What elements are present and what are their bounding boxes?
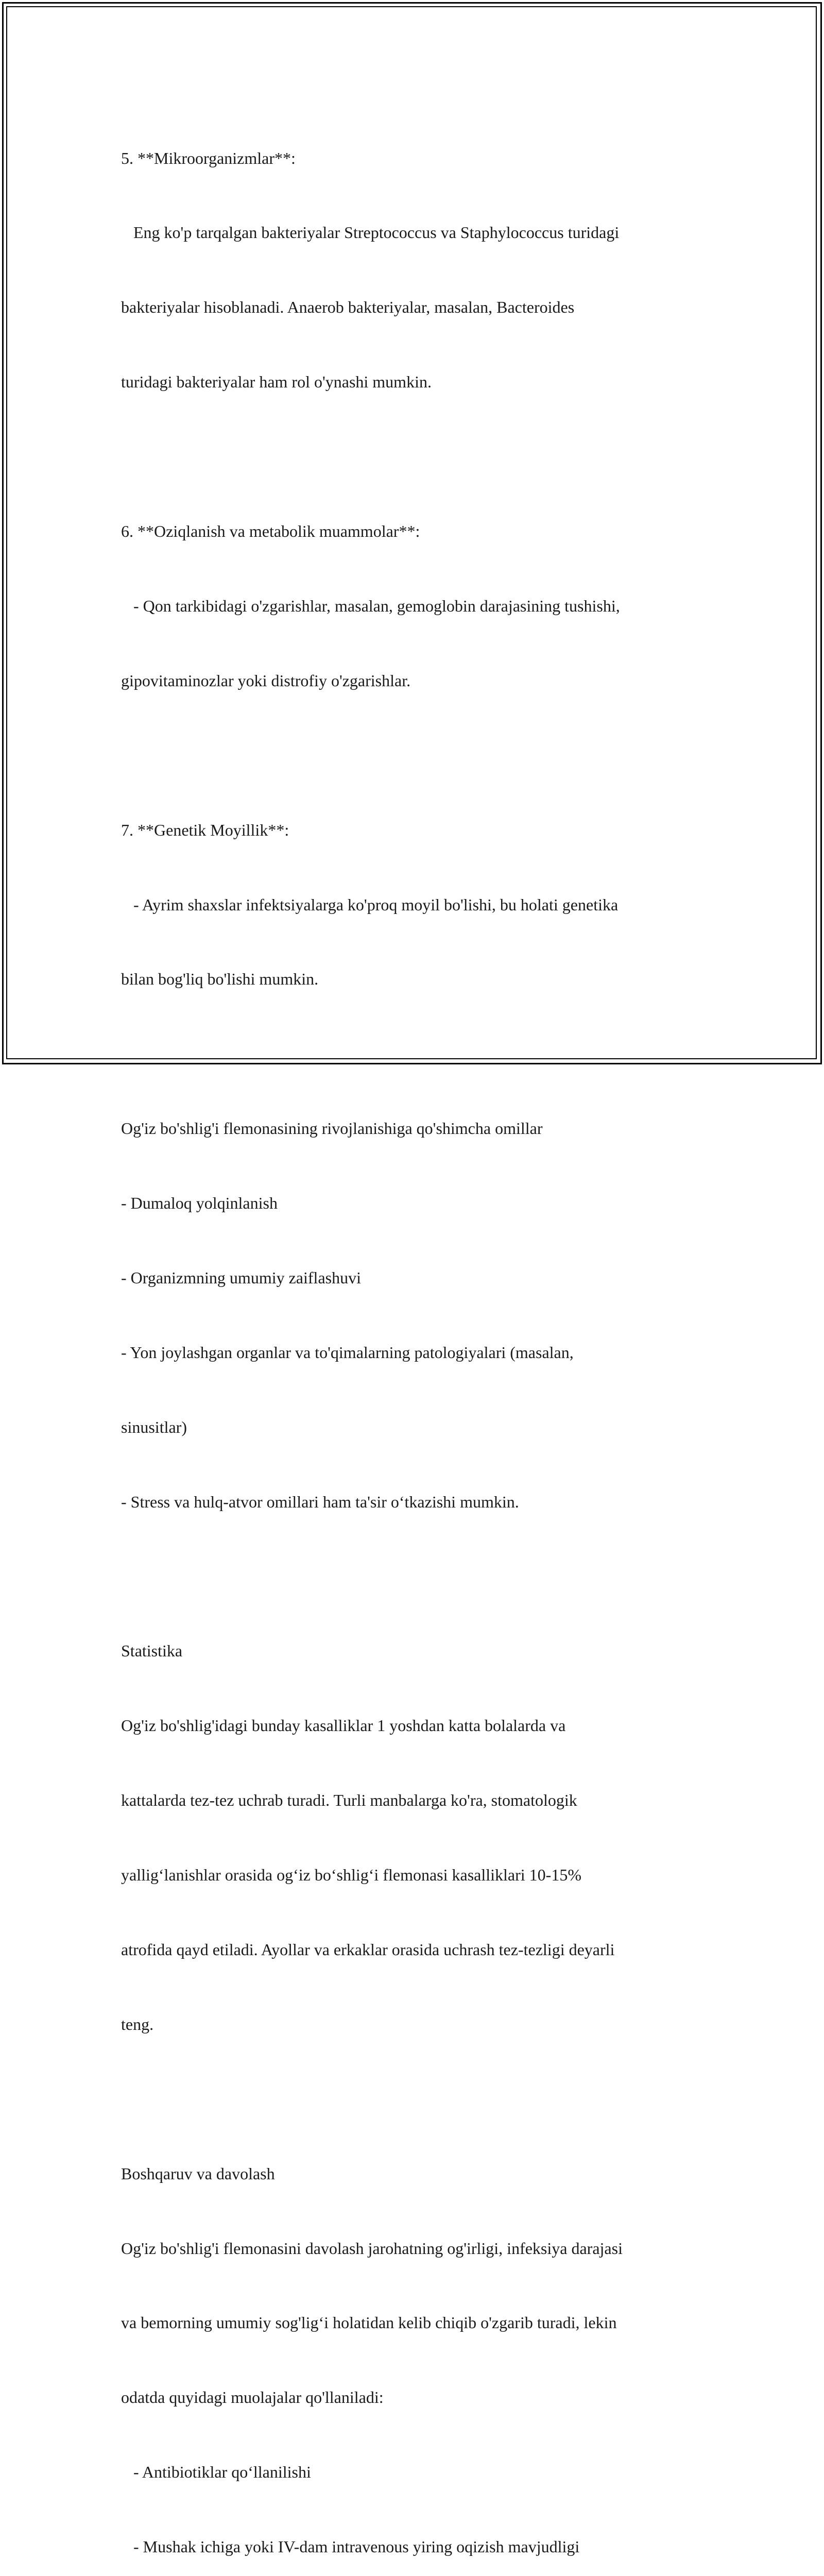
text-line: Eng ko'p tarqalgan bakteriyalar Streptococcus va Staphylococcus turidagi — [121, 223, 620, 242]
blank-line — [121, 743, 698, 768]
statistics-heading: Statistika — [121, 1641, 183, 1660]
text-line: atrofida qayd etiladi. Ayollar va erkaklar orasida uchrash tez-tezligi deyarli — [121, 1940, 615, 1959]
text-line: Og'iz bo'shlig'i flemonasini davolash jarohatning og'irligi, infeksiya darajasi — [121, 2239, 623, 2258]
text-line: bakteriyalar hisoblanadi. Anaerob bakteriyalar, masalan, Bacteroides — [121, 298, 575, 317]
text-line: sinusitlar) — [121, 1417, 187, 1436]
text-line: odatda quyidagi muolajalar qo'llaniladi: — [121, 2388, 384, 2407]
text-line: gipovitaminozlar yoki distrofiy o'zgarishlar. — [121, 671, 411, 690]
text-line: teng. — [121, 2014, 154, 2033]
list-item: - Yon joylashgan organlar va to'qimalarning patologiyalari (masalan, — [121, 1343, 574, 1362]
list-item: - Antibiotiklar qo‘llanilishi — [121, 2463, 311, 2482]
treatment-heading: Boshqaruv va davolash — [121, 2164, 275, 2183]
text-line: - Qon tarkibidagi o'zgarishlar, masalan, gemoglobin darajasining tushishi, — [121, 596, 620, 615]
section-6-heading: 6. **Oziqlanish va metabolik muammolar**: — [121, 522, 420, 541]
blank-line — [121, 444, 698, 469]
text-line: bilan bog'liq bo'lishi mumkin. — [121, 970, 319, 989]
blank-line — [121, 1041, 698, 1066]
list-item: - Organizmning umumiy zaiflashuvi — [121, 1268, 361, 1287]
text-line: va bemorning umumiy sog'lig‘i holatidan kelib chiqib o'zgarib turadi, lekin — [121, 2313, 617, 2332]
section-7-heading: 7. **Genetik Moyillik**: — [121, 820, 289, 839]
list-item: - Stress va hulq-atvor omillari ham ta'sir o‘tkazishi mumkin. — [121, 1492, 519, 1511]
list-item: - Dumaloq yolqinlanish — [121, 1194, 278, 1213]
section-5-heading: 5. **Mikroorganizmlar**: — [121, 148, 296, 167]
blank-line — [121, 2087, 698, 2111]
text-line: yallig‘lanishlar orasida og‘iz bo‘shlig‘i flemonasi kasalliklari 10-15% — [121, 1866, 581, 1885]
text-line: Og'iz bo'shlig'idagi bunday kasalliklar 1 yoshdan katta bolalarda va — [121, 1716, 566, 1735]
additional-factors-heading: Og'iz bo'shlig'i flemonasining rivojlanishiga qo'shimcha omillar — [121, 1119, 543, 1138]
list-item: - Mushak ichiga yoki IV-dam intravenous yiring oqizish mavjudligi — [121, 2537, 580, 2556]
blank-line — [121, 1564, 698, 1589]
text-line: - Ayrim shaxslar infektsiyalarga ko'proq moyil bo'lishi, bu holati genetika — [121, 895, 619, 914]
text-line: kattalarda tez-tez uchrab turadi. Turli manbalarga ko'ra, stomatologik — [121, 1791, 577, 1810]
document-body — [121, 96, 698, 2576]
text-line: turidagi bakteriyalar ham rol o'ynashi mumkin. — [121, 372, 432, 392]
